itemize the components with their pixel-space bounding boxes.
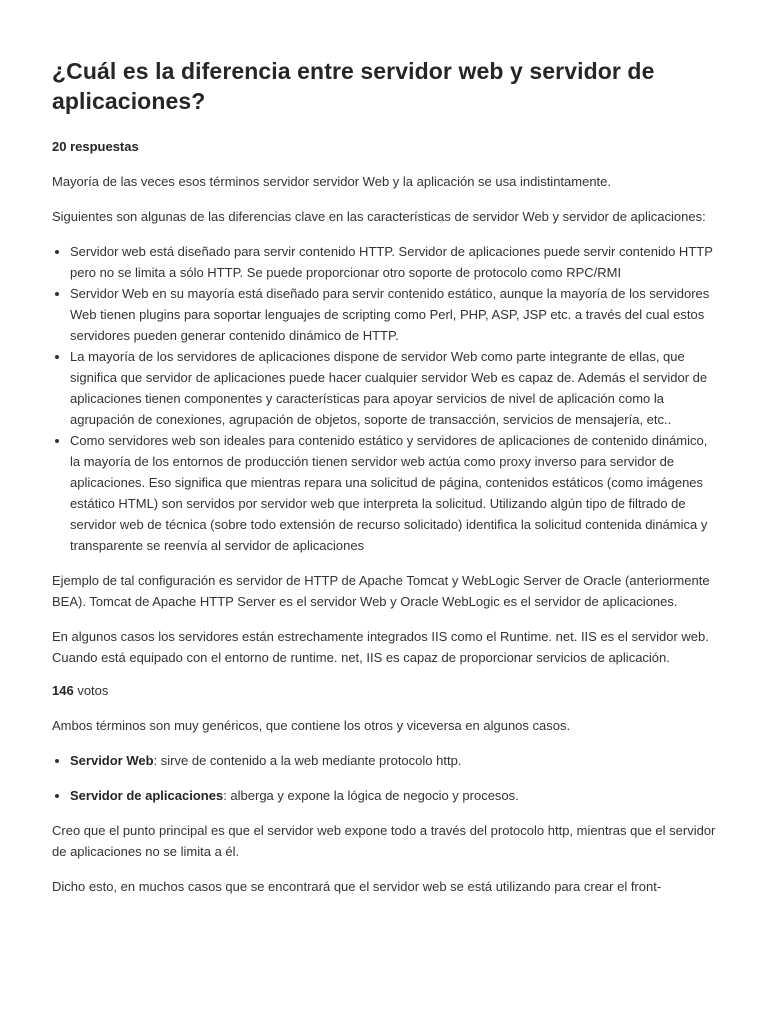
definition-term: Servidor de aplicaciones bbox=[70, 788, 224, 803]
answer-1-paragraph: Ejemplo de tal configuración es servidor de HTTP de Apache Tomcat y WebLogic Server de Oracle (anteriormente BEA). Tomcat de Apache HTTP Server es el servidor Web y Oracle WebLogic es el servidor de aplicaciones. bbox=[52, 573, 710, 609]
definition-term: Servidor Web bbox=[70, 753, 154, 768]
answer-1-paragraph: Mayoría de las veces esos términos servidor servidor Web y la aplicación se usa indistintamente. bbox=[52, 174, 612, 189]
definitions-list bbox=[52, 750, 716, 806]
definition-text: : sirve de contenido a la web mediante protocolo http. bbox=[153, 753, 462, 768]
question-title: ¿Cuál es la diferencia entre servidor web y servidor de aplicaciones? bbox=[52, 58, 655, 114]
list-item: • Servidor Web en su mayoría está diseñado para servir contenido estático, aunque la mayoría de los servidores Web tienen plugins para soportar lenguajes de scripting como Perl, PHP, ASP, JSP etc. a través del cual estos servidores pueden generar contenido dinámico de HTTP. bbox=[70, 283, 716, 346]
answers-count: 20 respuestas bbox=[52, 139, 139, 154]
answer-2 bbox=[52, 682, 716, 897]
vote-number: 146 bbox=[52, 683, 74, 698]
list-item: • La mayoría de los servidores de aplicaciones dispone de servidor Web como parte integrante de ellas, que significa que servidor de aplicaciones puede hacer cualquier servidor Web es capaz de. Además el servidor de aplicaciones tienen componentes y características para apoyar servicios de nivel de aplicación como la agrupación de conexiones, agrupación de objetos, soporte de transacción, servicios de mensajería, etc.. bbox=[70, 346, 716, 430]
differences-list bbox=[52, 241, 716, 556]
answer-1-paragraph: En algunos casos los servidores están estrechamente integrados IIS como el Runtime. net. IIS es el servidor web. Cuando está equipado con el entorno de runtime. net, IIS es capaz de proporcionar servicios de aplicación. bbox=[52, 629, 709, 665]
definition-text: : alberga y expone la lógica de negocio y procesos. bbox=[223, 788, 519, 803]
answer-2-paragraph: Ambos términos son muy genéricos, que contiene los otros y viceversa en algunos casos. bbox=[52, 718, 571, 733]
list-item bbox=[70, 785, 716, 806]
answer-2-paragraph: Dicho esto, en muchos casos que se encontrará que el servidor web se está utilizando para crear el front- bbox=[52, 879, 662, 894]
list-item: • Servidor web está diseñado para servir contenido HTTP. Servidor de aplicaciones puede servir contenido HTTP pero no se limita a sólo HTTP. Se puede proporcionar otro soporte de protocolo como RPC/RMI bbox=[70, 241, 716, 283]
answer-1 bbox=[52, 171, 716, 668]
answer-1-paragraph: Siguientes son algunas de las diferencias clave en las características de servidor Web y servidor de aplicaciones: bbox=[52, 209, 706, 224]
vote-label: votos bbox=[73, 683, 109, 698]
list-item: • Como servidores web son ideales para contenido estático y servidores de aplicaciones de contenido dinámico, la mayoría de los entornos de producción tienen servidor web actúa como proxy inverso para servidor de aplicaciones. Eso significa que mientras repara una solicitud de página, contenidos estáticos (como imágenes estático HTML) son servidos por servidor web que interpreta la solicitud. Utilizando algún tipo de filtrado de servidor web de técnica (sobre todo extensión de recurso solicitado) identifica la solicitud contenida dinámica y transparente se reenvía al servidor de aplicaciones bbox=[70, 430, 716, 556]
list-item bbox=[70, 750, 716, 771]
answer-2-paragraph: Creo que el punto principal es que el servidor web expone todo a través del protocolo http, mientras que el servidor de aplicaciones no se limita a él. bbox=[52, 823, 716, 859]
vote-count bbox=[52, 682, 716, 700]
